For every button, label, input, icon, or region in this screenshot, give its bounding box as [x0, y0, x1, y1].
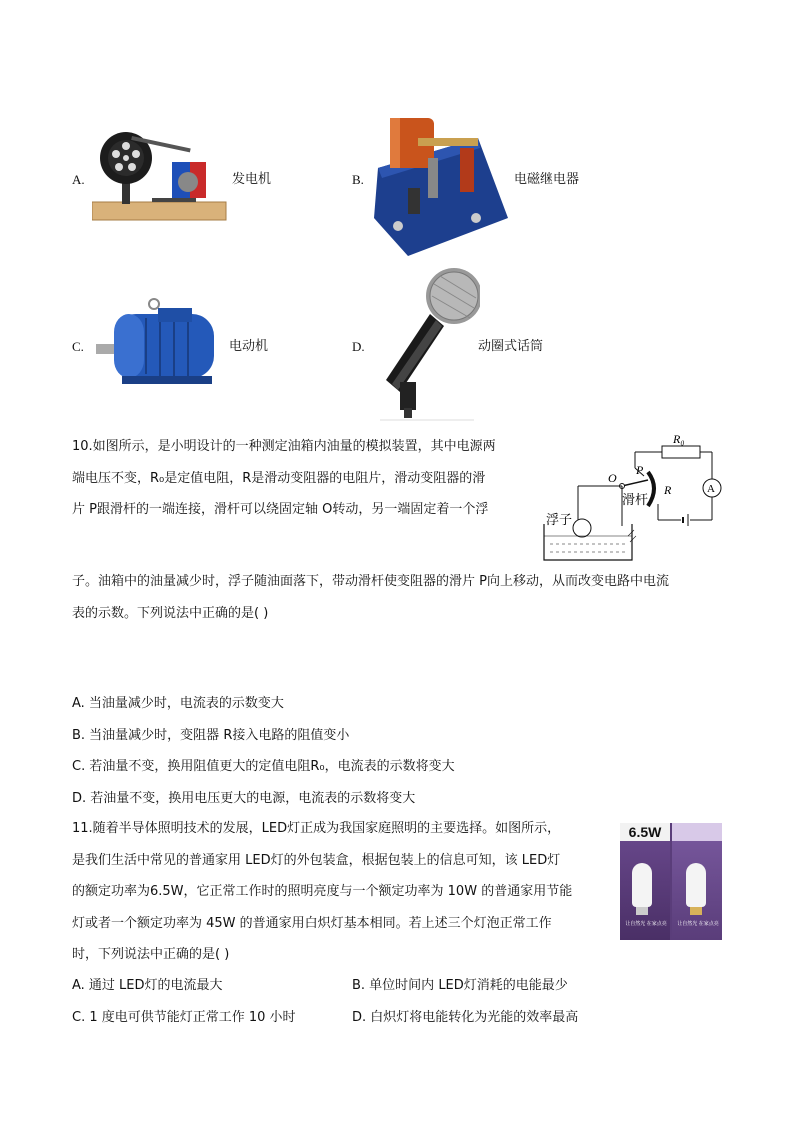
q11-stem-line: 时，下列说法中正确的是( ) — [72, 947, 230, 962]
bulb-base-icon — [636, 907, 648, 915]
q10-option-b[interactable]: B. 当油量减少时，变阻器 R接入电路的阻值变小 — [72, 727, 350, 743]
label-r0: R₀ — [673, 432, 685, 446]
led-bulb-icon — [632, 863, 652, 907]
electric-motor-icon — [92, 296, 228, 390]
question-10-stem-bottom — [72, 566, 669, 629]
q10-stem-line: 10.如图所示，是小明设计的一种测定油箱内油量的模拟装置，其中电源两 — [72, 439, 496, 454]
label-o: O — [608, 471, 617, 485]
q10-option-c[interactable]: C. 若油量不变，换用阻值更大的定值电阻R₀，电流表的示数将变大 — [72, 759, 455, 774]
option-label-generator: 发电机 — [232, 172, 272, 187]
label-float: 浮子 — [546, 513, 573, 528]
led-package-image — [620, 823, 722, 940]
label-r: R — [664, 483, 672, 497]
package-caption-right: 让自然光 在家点亮 — [677, 921, 719, 927]
question-11-stem — [72, 813, 572, 971]
option-letter-b: B. — [352, 172, 364, 187]
q11-stem-line: 的额定功率为6.5W，它正常工作时的照明亮度与一个额定功率为 10W 的普通家用节能 — [72, 884, 573, 899]
q10-stem-line: 子。油箱中的油量减少时，浮子随油面落下，带动滑杆使变阻器的滑片 P向上移动，从而改变电路中电流 — [72, 574, 669, 589]
oil-gauge-circuit-diagram — [540, 432, 730, 568]
electromagnetic-relay-icon — [368, 98, 508, 258]
bulb-base-gold-icon — [690, 907, 702, 915]
question-10-options — [72, 688, 455, 814]
option-letter-a: A. — [72, 172, 85, 187]
option-letter-c: C. — [72, 339, 84, 354]
q10-stem-line: 端电压不变，R₀是定值电阻，R是滑动变阻器的电阻片，滑动变阻器的滑 — [72, 470, 486, 486]
label-ammeter: A — [707, 483, 715, 495]
option-label-microphone: 动圈式话筒 — [478, 339, 544, 354]
option-letter-d: D. — [352, 339, 365, 354]
label-lever: 滑杆 — [622, 493, 649, 508]
q10-stem-line: 片 P跟滑杆的一端连接，滑杆可以绕固定轴 O转动，另一端固定着一个浮 — [72, 502, 489, 517]
package-top-right — [672, 823, 722, 841]
q11-option-d[interactable]: D. 白炽灯将电能转化为光能的效率最高 — [352, 1010, 579, 1025]
label-p: P — [636, 463, 644, 477]
led-bulb-icon — [686, 863, 706, 907]
q11-stem-line: 灯或者一个额定功率为 45W 的普通家用白炽灯基本相同。若上述三个灯泡正常工作 — [72, 915, 552, 931]
option-label-relay: 电磁继电器 — [514, 172, 580, 187]
q11-stem-line: 是我们生活中常见的普通家用 LED灯的外包装盒，根据包装上的信息可知，该 LED灯 — [72, 852, 561, 868]
option-label-motor: 电动机 — [229, 339, 269, 354]
generator-model-icon — [92, 128, 228, 224]
question-10-stem-top — [72, 431, 496, 526]
q10-stem-line: 表的示数。下列说法中正确的是( ) — [72, 605, 269, 621]
q11-option-a[interactable]: A. 通过 LED灯的电流最大 — [72, 978, 223, 993]
dynamic-microphone-icon — [370, 262, 480, 422]
q11-option-b[interactable]: B. 单位时间内 LED灯消耗的电能最少 — [352, 978, 568, 993]
package-caption-left: 让自然光 在家点亮 — [625, 921, 667, 927]
q11-option-c[interactable]: C. 1 度电可供节能灯正常工作 10 小时 — [72, 1010, 296, 1025]
package-power-label: 6.5W — [620, 823, 670, 841]
q10-option-a[interactable]: A. 当油量减少时，电流表的示数变大 — [72, 696, 284, 711]
q10-option-d[interactable]: D. 若油量不变，换用电压更大的电源，电流表的示数将变大 — [72, 790, 416, 806]
q11-stem-line: 11.随着半导体照明技术的发展，LED灯正成为我国家庭照明的主要选择。如图所示， — [72, 821, 561, 836]
